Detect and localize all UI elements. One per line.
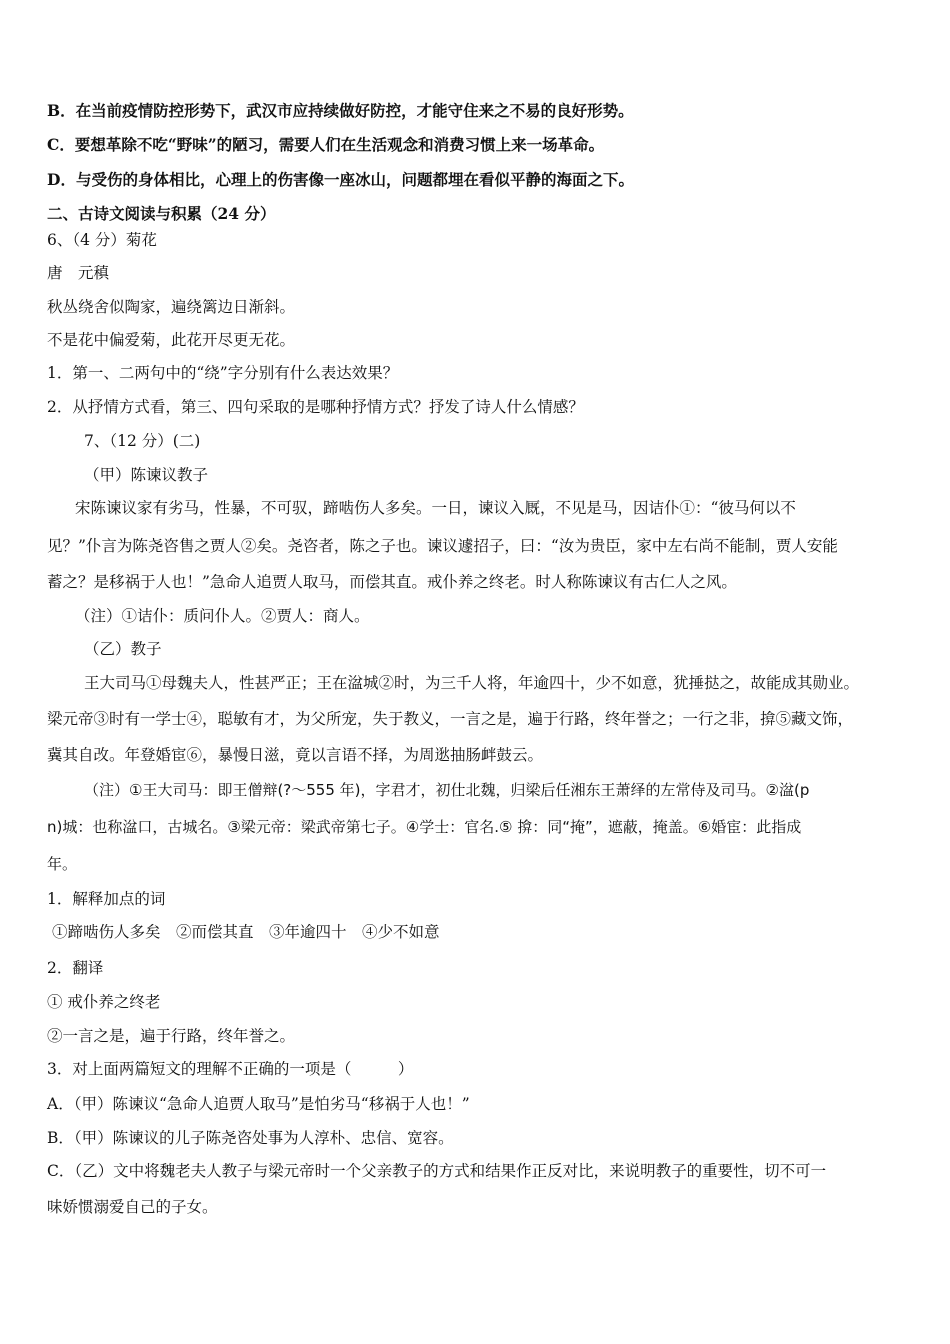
option-b: B．在当前疫情防控形势下，武汉市应持续做好防控，才能守住来之不易的良好形势。 <box>47 101 634 120</box>
text-a-line-1: 宋陈谏议家有劣马，性暴，不可驭，蹄啮伤人多矣。一日，谏议入厩，不见是马，因诘仆①：“彼马何以不 <box>75 499 796 517</box>
translate-item-1: ① 戒仆养之终老 <box>47 993 161 1011</box>
text-b-line-2: 梁元帝③时有一学士④，聪敏有才，为父所宠，失于教义，一言之是，遍于行路，终年誉之；一行之非，揜⑤藏文饰， <box>47 710 854 728</box>
question-6-title: 6、（4 分）菊花 <box>47 231 157 249</box>
question-7-2: 2．翻译 <box>47 959 104 977</box>
text-b-note-3: 年。 <box>47 855 78 873</box>
text-b-note-2: n)城：也称湓口，古城名。③梁元帝：梁武帝第七子。④学士：官名.⑤ 揜：同“掩”，遮蔽，掩盖。⑥婚宦：此指成 <box>47 818 802 836</box>
text-a-line-2: 见？”仆言为陈尧咨售之贾人②矣。尧咨者，陈之子也。谏议遽招子，曰：“汝为贵臣，家中左右尚不能制，贾人安能 <box>47 537 838 555</box>
text-b-title: （乙）教子 <box>84 640 162 658</box>
choice-c-line-1: C．（乙）文中将魏老夫人教子与梁元帝时一个父亲教子的方式和结果作正反对比，来说明教子的重要性，切不可一 <box>47 1162 827 1180</box>
question-7-1-items: ①蹄啮伤人多矣 ②而偿其直 ③年逾四十 ④少不如意 <box>52 923 440 941</box>
question-7-3: 3．对上面两篇短文的理解不正确的一项是（ ） <box>47 1060 414 1078</box>
question-7-title: 7、（12 分）(二) <box>84 432 201 450</box>
poem-line-1: 秋丛绕舍似陶家，遍绕篱边日渐斜。 <box>47 298 296 316</box>
question-6-2: 2．从抒情方式看，第三、四句采取的是哪种抒情方式？抒发了诗人什么情感？ <box>47 398 584 416</box>
choice-a: A．（甲）陈谏议“急命人追贾人取马”是怕劣马“移祸于人也！” <box>47 1095 470 1113</box>
option-d: D．与受伤的身体相比，心理上的伤害像一座冰山，问题都埋在看似平静的海面之下。 <box>47 170 634 189</box>
choice-b: B．（甲）陈谏议的儿子陈尧咨处事为人淳朴、忠信、宽容。 <box>47 1129 454 1147</box>
text-b-note-1: （注）①王大司马：即王僧辩(?～555 年)，字君才，初仕北魏，归梁后任湘东王萧绎的左常侍及司马。②湓(p <box>84 781 810 799</box>
text-b-line-1: 王大司马①母魏夫人，性甚严正；王在湓城②时，为三千人将，年逾四十，少不如意，犹捶挞之，故能成其勋业。 <box>84 674 860 692</box>
text-a-title: （甲）陈谏议教子 <box>84 466 209 484</box>
text-a-line-3: 蓄之？是移祸于人也！”急命人追贾人取马，而偿其直。戒仆养之终老。时人称陈谏议有古仁人之风。 <box>47 573 737 591</box>
question-6-1: 1．第一、二两句中的“绕”字分别有什么表达效果？ <box>47 364 399 382</box>
poem-author: 唐 元稹 <box>47 264 110 282</box>
poem-line-2: 不是花中偏爱菊，此花开尽更无花。 <box>47 331 296 349</box>
translate-item-2: ②一言之是，遍于行路，终年誉之。 <box>47 1027 296 1045</box>
text-b-line-3: 冀其自改。年登婚宦⑥，暴慢日滋，竟以言语不择，为周逖抽肠衅鼓云。 <box>47 746 544 764</box>
text-a-note: （注）①诘仆：质问仆人。②贾人：商人。 <box>75 607 370 625</box>
option-c: C．要想革除不吃“野味”的陋习，需要人们在生活观念和消费习惯上来一场革命。 <box>47 135 605 154</box>
section-heading: 二、古诗文阅读与积累（24 分） <box>47 204 276 223</box>
choice-c-line-2: 味娇惯溺爱自己的子女。 <box>47 1198 218 1216</box>
question-7-1: 1．解释加点的词 <box>47 890 166 908</box>
